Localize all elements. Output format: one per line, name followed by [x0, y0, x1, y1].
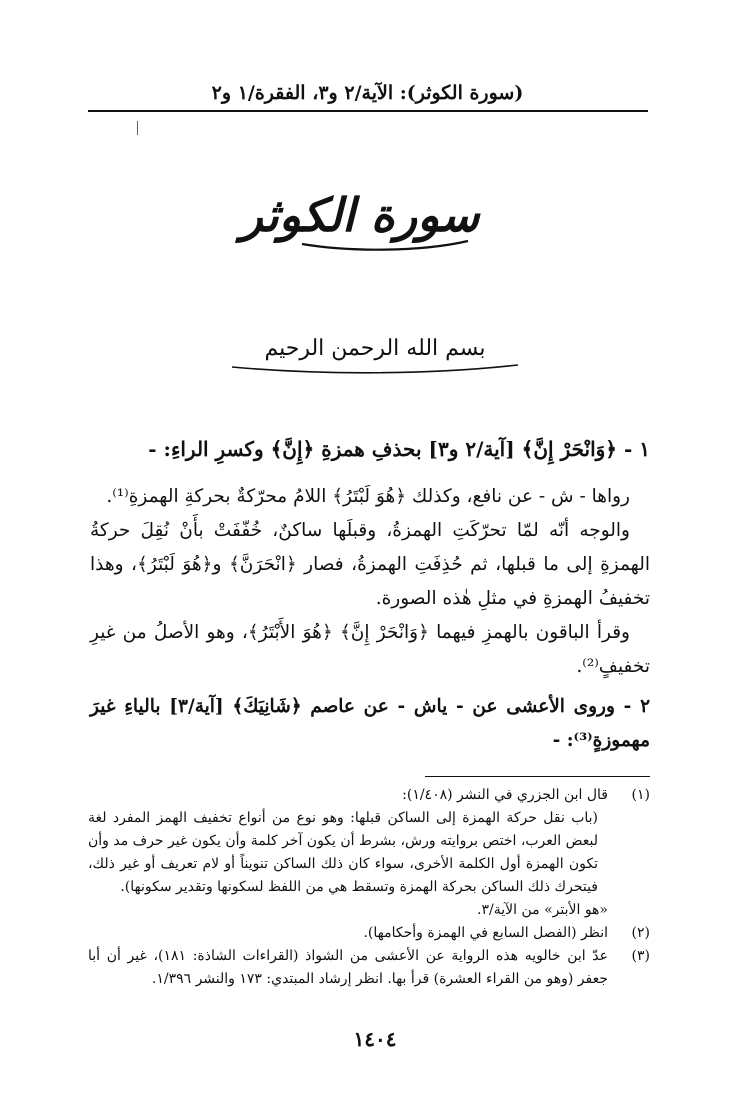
footnote-rule: [425, 776, 650, 777]
footnote-number: (٢): [631, 925, 650, 941]
title-swash-ornament: [300, 238, 470, 252]
footnote-tail: «هو الأبتر» من الآية/٣.: [477, 902, 608, 918]
section-heading-1: ١ - ﴿وَانْحَرْ إِنَّ﴾ [آية/٢ و٣] بحذفِ همزةِ ﴿إِنَّ﴾ وكسرِ الراءِ: -: [148, 437, 650, 461]
section-heading-2: ٢ - وروى الأعشى عن - ياش - عن عاصم ﴿شَانِيَكَ﴾ [آية/٣] بالياءِ غيرَ مهموزةٍ⁽³⁾: -: [90, 696, 650, 751]
footnote-text: عدّ ابن خالويه هذه الرواية عن الأعشى من الشواذ (القراءات الشاذة: ١٨١)، غير أن أبا جعفر (وهو من القراء العشرة) قرأ بها. انظر إرشاد المبتدي: ١٧٣ والنشر ١/٣٩٦.: [88, 948, 608, 987]
footnotes: [88, 784, 650, 991]
surah-title: سورة الكوثر: [240, 188, 480, 242]
paragraph-2: والوجه أنّه لمّا تحرّكَتِ الهمزةُ، وقبلَها ساكنٌ، خُفّفَتْ بأَنْ نُقِلَ حركةُ الهمزةِ إلى ما قبلها، ثم حُذِفَتِ الهمزةُ، فصار ﴿انْحَرَنَّ﴾ و﴿هُوَ لَبْتَرُ﴾، وهذا تخفيفُ الهمزةِ في مثلِ هٰذه الصورة.: [90, 520, 650, 609]
footnote-lead: قال ابن الجزري في النشر (١/٤٠٨):: [402, 787, 608, 803]
footnote-number: (١): [631, 787, 650, 803]
stray-mark: [137, 121, 138, 135]
footnote-1: [88, 784, 650, 807]
footnote-number: (٣): [631, 948, 650, 964]
footnote-text: انظر (الفصل السابع في الهمزة وأحكامها).: [363, 925, 608, 941]
main-text: [90, 432, 650, 758]
footnote-quote: (باب نقل حركة الهمزة إلى الساكن قبلها: وهو نوع من أنواع تخفيف الهمز المفرد لغة لبعض العرب، اختص بروايته ورش، بشرط أن يكون آخر كلمة وأن يكون غير حرف مد وأن تكون الهمزة أول الكلمة الأخرى، سواء كان ذلك الساكن تنويناً أو لام تعريف أو غير ذلك، فيتحرك ذلك الساكن بحركة الهمزة وتسقط هي من اللفظ لسكونها وتقدير سكونها).: [88, 810, 598, 895]
basmala-swash-ornament: [230, 363, 520, 375]
paragraph-1: رواها - ش - عن نافع، وكذلك ﴿هُوَ لَبْتَرُ﴾ اللامُ محرّكةٌ بحركةِ الهمزةِ⁽¹⁾.: [106, 486, 630, 507]
running-header: (سورة الكوثر): الآية/٢ و٣، الفقرة/١ و٢: [211, 82, 524, 104]
paragraph-3: وقرأ الباقون بالهمزِ فيهما ﴿وَانْحَرْ إِنَّ﴾ ﴿هُوَ الأَبْتَرُ﴾، وهو الأصلُ من غيرِ تخفيفٍ⁽²⁾.: [90, 622, 650, 677]
page-number: ١٤٠٤: [353, 1027, 397, 1051]
header-rule: [88, 110, 648, 112]
footnote-3: [88, 945, 650, 991]
basmala: بسم الله الرحمن الرحيم: [264, 336, 486, 361]
footnote-2: [88, 922, 650, 945]
